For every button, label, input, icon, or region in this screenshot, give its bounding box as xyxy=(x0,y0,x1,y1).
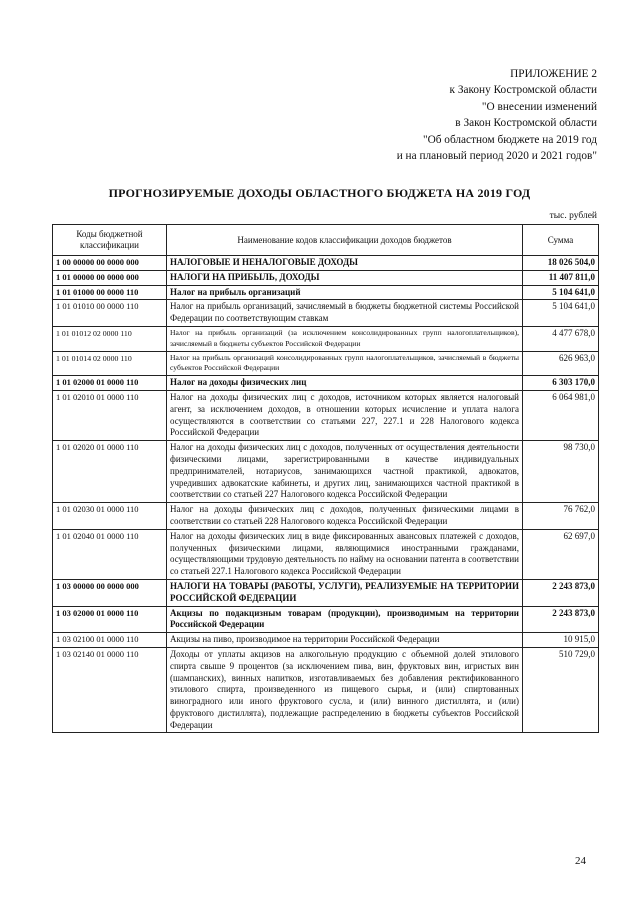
cell-code: 1 01 00000 00 0000 000 xyxy=(53,270,167,285)
cell-name: Акцизы на пиво, производимое на территории Российской Федерации xyxy=(167,633,523,648)
cell-sum: 5 104 641,0 xyxy=(523,300,599,327)
cell-sum: 11 407 811,0 xyxy=(523,270,599,285)
table-row xyxy=(53,529,599,579)
appendix-header xyxy=(397,66,597,164)
cell-sum: 98 730,0 xyxy=(523,441,599,503)
cell-name: НАЛОГИ НА ТОВАРЫ (РАБОТЫ, УСЛУГИ), РЕАЛИЗУЕМЫЕ НА ТЕРРИТОРИИ РОССИЙСКОЙ ФЕДЕРАЦИИ xyxy=(167,579,523,606)
units-label: тыс. рублей xyxy=(549,211,597,221)
cell-sum: 10 915,0 xyxy=(523,633,599,648)
cell-name: Налог на доходы физических лиц в виде фиксированных авансовых платежей с доходов, полученных физическими лицами, являющимися иностранными гражданами, осуществляющими трудовую деятельность по найму на основании патента в соответствии со статьей 227.1 Налогового кодекса Российской Федерации xyxy=(167,529,523,579)
cell-name: Акцизы по подакцизным товарам (продукции), производимым на территории Российской Федерации xyxy=(167,606,523,633)
cell-code: 1 03 00000 00 0000 000 xyxy=(53,579,167,606)
table-row xyxy=(53,633,599,648)
page-number: 24 xyxy=(575,855,586,867)
cell-sum: 626 963,0 xyxy=(523,351,599,376)
cell-name: Налог на доходы физических лиц с доходов, полученных от осуществления деятельности физическими лицами, зарегистрированными в качестве индивидуальных предпринимателей, нотариусов, занимающихся частной практикой, адвокатов, учредивших адвокатские кабинеты, и других лиц, занимающихся частной практикой в соответствии со статьей 227 Налогового кодекса Российской Федерации xyxy=(167,441,523,503)
cell-code: 1 01 02030 01 0000 110 xyxy=(53,503,167,530)
cell-code: 1 01 02040 01 0000 110 xyxy=(53,529,167,579)
table-row xyxy=(53,441,599,503)
table-row xyxy=(53,579,599,606)
cell-sum: 76 762,0 xyxy=(523,503,599,530)
appendix-line: и на плановый период 2020 и 2021 годов" xyxy=(396,150,597,163)
cell-code: 1 01 01000 00 0000 110 xyxy=(53,285,167,300)
cell-code: 1 01 01012 02 0000 110 xyxy=(53,326,167,351)
cell-code: 1 01 02000 01 0000 110 xyxy=(53,376,167,391)
cell-sum: 4 477 678,0 xyxy=(523,326,599,351)
cell-sum: 62 697,0 xyxy=(523,529,599,579)
table-row xyxy=(53,256,599,271)
document-title: ПРОГНОЗИРУЕМЫЕ ДОХОДЫ ОБЛАСТНОГО БЮДЖЕТА НА 2019 ГОД xyxy=(108,186,531,200)
appendix-line: в Закон Костромской области xyxy=(455,117,597,130)
cell-code: 1 01 01010 00 0000 110 xyxy=(53,300,167,327)
header-sum: Сумма xyxy=(523,225,599,256)
cell-code: 1 00 00000 00 0000 000 xyxy=(53,256,167,271)
table-row xyxy=(53,647,599,733)
table-body xyxy=(53,256,599,733)
cell-code: 1 01 01014 02 0000 110 xyxy=(53,351,167,376)
cell-name: НАЛОГИ НА ПРИБЫЛЬ, ДОХОДЫ xyxy=(167,270,523,285)
table-row xyxy=(53,270,599,285)
appendix-line: ПРИЛОЖЕНИЕ 2 xyxy=(510,68,597,80)
table-row xyxy=(53,351,599,376)
cell-name: Доходы от уплаты акцизов на алкогольную продукцию с объемной долей этилового спирта свыше 9 процентов (за исключением пива, вин, фруктовых вин, игристых вин (шампанских), винных напитков, изготавливаемых без добавления ректификованного этилового спирта, произведенного из пищевого сырья, и (или) спиртованных виноградного или иного фруктового сусла, и (или) винного дистиллята, и (или) фруктового дистиллята), подлежащие распределению в бюджеты субъектов Российской Федерации xyxy=(167,647,523,733)
cell-code: 1 03 02140 01 0000 110 xyxy=(53,647,167,733)
table-row xyxy=(53,300,599,327)
cell-name: Налог на доходы физических лиц xyxy=(167,376,523,391)
table-row xyxy=(53,606,599,633)
cell-sum: 6 303 170,0 xyxy=(523,376,599,391)
table-header-row xyxy=(53,225,599,256)
cell-sum: 6 064 981,0 xyxy=(523,390,599,440)
cell-sum: 2 243 873,0 xyxy=(523,579,599,606)
cell-name: Налог на прибыль организаций, зачисляемый в бюджеты бюджетной системы Российской Федерации по соответствующим ставкам xyxy=(167,300,523,327)
cell-sum: 5 104 641,0 xyxy=(523,285,599,300)
table-row xyxy=(53,503,599,530)
cell-name: Налог на доходы физических лиц с доходов, полученных физическими лицами в соответствии со статьей 228 Налогового кодекса Российской Федерации xyxy=(167,503,523,530)
cell-code: 1 03 02000 01 0000 110 xyxy=(53,606,167,633)
cell-name: Налог на прибыль организаций консолидированных групп налогоплательщиков, зачисляемый в бюджеты субъектов Российской Федерации xyxy=(167,351,523,376)
cell-sum: 18 026 504,0 xyxy=(523,256,599,271)
revenue-table xyxy=(52,224,599,733)
appendix-line: "Об областном бюджете на 2019 год xyxy=(422,133,597,146)
appendix-line: "О внесении изменений xyxy=(481,100,597,113)
table-row xyxy=(53,326,599,351)
cell-sum: 510 729,0 xyxy=(523,647,599,733)
cell-code: 1 01 02020 01 0000 110 xyxy=(53,441,167,503)
cell-sum: 2 243 873,0 xyxy=(523,606,599,633)
table-row xyxy=(53,285,599,300)
cell-name: НАЛОГОВЫЕ И НЕНАЛОГОВЫЕ ДОХОДЫ xyxy=(167,256,523,271)
appendix-line: к Закону Костромской области xyxy=(449,84,597,97)
header-code: Коды бюджетной классификации xyxy=(53,225,167,256)
cell-code: 1 03 02100 01 0000 110 xyxy=(53,633,167,648)
header-name: Наименование кодов классификации доходов бюджетов xyxy=(167,225,523,256)
cell-code: 1 01 02010 01 0000 110 xyxy=(53,390,167,440)
table-row xyxy=(53,390,599,440)
cell-name: Налог на прибыль организаций xyxy=(167,285,523,300)
cell-name: Налог на прибыль организаций (за исключением консолидированных групп налогоплательщиков), зачисляемый в бюджеты субъектов Российской Федерации xyxy=(167,326,523,351)
cell-name: Налог на доходы физических лиц с доходов, источником которых является налоговый агент, за исключением доходов, в отношении которых исчисление и уплата налога осуществляются в соответствии со статьями 227, 227.1 и 228 Налогового кодекса Российской Федерации xyxy=(167,390,523,440)
table-row xyxy=(53,376,599,391)
